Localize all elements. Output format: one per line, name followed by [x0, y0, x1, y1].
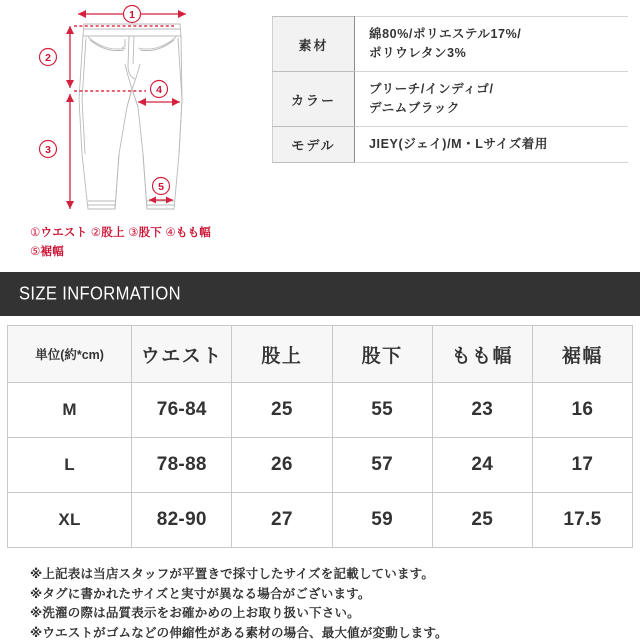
legend-num-2: ② — [91, 227, 102, 239]
table-row — [8, 438, 633, 493]
legend-num-4: ④ — [165, 227, 176, 239]
size-header-unit: 単位(約*cm) — [8, 326, 132, 383]
diagram-legend — [30, 224, 265, 262]
legend-line-2 — [30, 243, 265, 262]
size-cell-rise: 26 — [232, 438, 332, 493]
table-row — [8, 493, 633, 548]
svg-text:4: 4 — [156, 84, 162, 96]
note-line-3: ※洗濯の際は品質表示をお確かめの上お取り扱い下さい。 — [30, 604, 630, 624]
size-cell-inseam: 57 — [332, 438, 432, 493]
size-information-table — [7, 325, 633, 548]
size-header-inseam: 股下 — [332, 326, 432, 383]
spec-value-color: ブリーチ/インディゴ/ デニムブラック — [355, 72, 629, 127]
size-cell-label: M — [8, 383, 132, 438]
size-table-header-row — [8, 326, 633, 383]
svg-text:2: 2 — [45, 52, 51, 64]
note-line-1: ※上記表は当店スタッフが平置きで採寸したサイズを記載しています。 — [30, 565, 630, 585]
jeans-diagram-panel — [0, 0, 265, 268]
jeans-measurement-diagram — [22, 4, 257, 224]
size-header-rise: 股上 — [232, 326, 332, 383]
size-information-title: SIZE INFORMATION — [19, 284, 181, 305]
spec-row-material — [273, 17, 629, 72]
legend-label-waist: ウエスト — [41, 227, 88, 239]
legend-num-1: ① — [30, 227, 41, 239]
size-cell-hem: 17 — [532, 438, 632, 493]
size-cell-rise: 25 — [232, 383, 332, 438]
spec-value-material: 綿80%/ポリエステル17%/ ポリウレタン3% — [355, 17, 629, 72]
size-cell-waist: 82-90 — [132, 493, 232, 548]
spec-label-color: カラー — [273, 72, 355, 127]
legend-num-5: ⑤ — [30, 246, 41, 258]
size-cell-thigh: 25 — [432, 493, 532, 548]
size-cell-hem: 16 — [532, 383, 632, 438]
legend-line-1 — [30, 224, 265, 243]
legend-num-3: ③ — [128, 227, 139, 239]
spec-label-material: 素材 — [273, 17, 355, 72]
svg-text:5: 5 — [158, 181, 164, 193]
size-cell-hem: 17.5 — [532, 493, 632, 548]
size-cell-label: L — [8, 438, 132, 493]
legend-label-thigh: もも幅 — [176, 227, 211, 239]
svg-text:3: 3 — [45, 144, 51, 156]
note-line-2: ※タグに書かれたサイズと実寸が異なる場合がございます。 — [30, 585, 630, 605]
table-row — [8, 383, 633, 438]
legend-label-hem: 裾幅 — [41, 246, 64, 258]
spec-row-color — [273, 72, 629, 127]
svg-text:1: 1 — [129, 9, 135, 21]
size-cell-waist: 76-84 — [132, 383, 232, 438]
size-cell-label: XL — [8, 493, 132, 548]
size-cell-inseam: 55 — [332, 383, 432, 438]
size-header-thigh: もも幅 — [432, 326, 532, 383]
spec-row-model — [273, 127, 629, 163]
size-cell-thigh: 23 — [432, 383, 532, 438]
size-cell-waist: 78-88 — [132, 438, 232, 493]
size-notes — [30, 565, 630, 643]
size-cell-thigh: 24 — [432, 438, 532, 493]
specification-table — [272, 16, 628, 163]
spec-label-model: モデル — [273, 127, 355, 163]
note-line-4: ※ウエストがゴムなどの伸縮性がある素材の場合、最大値が変動します。 — [30, 624, 630, 643]
spec-value-model: JIEY(ジェイ)/M・Lサイズ着用 — [355, 127, 629, 163]
size-header-waist: ウエスト — [132, 326, 232, 383]
product-spec-section — [0, 0, 640, 268]
size-cell-inseam: 59 — [332, 493, 432, 548]
size-information-banner — [0, 272, 640, 316]
legend-label-inseam: 股下 — [139, 227, 162, 239]
size-header-hem: 裾幅 — [532, 326, 632, 383]
size-cell-rise: 27 — [232, 493, 332, 548]
diagram-marker-group — [40, 6, 170, 195]
legend-label-rise: 股上 — [101, 227, 124, 239]
